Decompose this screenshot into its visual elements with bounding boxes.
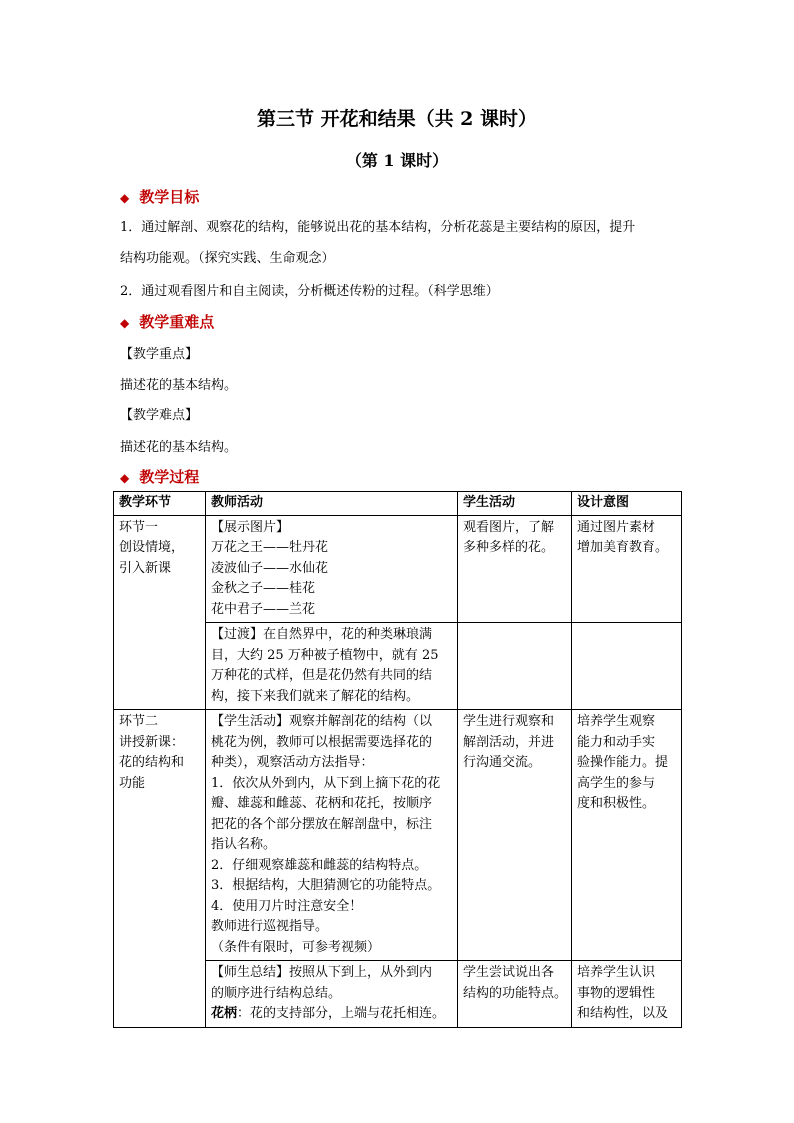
cell-line: 金秋之子——桂花	[211, 581, 316, 596]
cell-line: 指认名称。	[211, 837, 277, 852]
term-definition: ：花的支持部分，上端与花托相连。	[237, 1006, 446, 1021]
stage-cell	[114, 515, 206, 710]
design-intent-cell	[572, 961, 682, 1028]
cell-line: 1．依次从外到内，从下到上摘下花的花	[211, 775, 441, 791]
cell-line: 3．根据结构，大胆猜测它的功能特点。	[211, 878, 441, 893]
cell-line: 把花的各个部分摆放在解剖盘中，标注	[211, 816, 433, 832]
difficulty-text: 描述花的基本结构。	[120, 440, 238, 455]
cell-line: 环节二	[119, 714, 159, 729]
cell-line: 引入新课	[119, 560, 172, 576]
student-activity-cell	[458, 515, 572, 623]
cell-line: 创设情境，	[119, 540, 185, 555]
cell-line: 【学生活动】观察并解剖花的结构（以	[211, 714, 433, 729]
cell-line: 目，大约 25 万种被子植物中，就有 25	[211, 647, 439, 663]
table-row	[114, 710, 682, 961]
cell-line: 功能	[119, 775, 146, 791]
column-header: 设计意图	[572, 492, 682, 516]
cell-line: 万花之王——牡丹花	[211, 540, 329, 555]
cell-line: 学生尝试说出各	[463, 965, 555, 980]
term-label: 花柄	[211, 1006, 238, 1021]
cell-line: 凌波仙子——水仙花	[211, 560, 329, 576]
section-heading-process	[120, 466, 199, 487]
heading-text: 教学目标	[139, 188, 200, 206]
section-heading-goals	[120, 186, 199, 207]
table-row	[114, 515, 682, 623]
goal-item-1-line-2: 结构功能观。（探究实践、生命观念）	[120, 251, 335, 266]
student-activity-cell	[458, 961, 572, 1028]
cell-line: 花中君子——兰花	[211, 601, 316, 617]
cell-line: 通过图片素材	[577, 519, 656, 535]
cell-line: 种类），观察活动方法指导：	[211, 755, 374, 770]
teacher-activity-cell	[206, 710, 458, 961]
column-header: 学生活动	[458, 492, 572, 516]
heading-text: 教学重难点	[139, 313, 215, 331]
cell-line: 事物的逻辑性	[577, 985, 656, 1001]
diamond-bullet-icon: ◆	[120, 471, 130, 485]
teacher-activity-cell	[206, 961, 458, 1028]
cell-line: 【过渡】在自然界中，花的种类琳琅满	[211, 627, 433, 642]
teacher-activity-cell	[206, 623, 458, 710]
difficulty-label: 【教学难点】	[120, 408, 199, 423]
cell-line: 教师进行巡视指导。	[211, 919, 329, 934]
cell-line: 的顺序进行结构总结。	[211, 985, 342, 1001]
goal-item-2: 2．通过观看图片和自主阅读，分析概述传粉的过程。（科学思维）	[120, 284, 499, 299]
cell-line: 结构的功能特点。	[463, 985, 568, 1001]
cell-line: 培养学生认识	[577, 965, 656, 980]
teaching-process-table	[113, 491, 682, 1028]
cell-line: 培养学生观察	[577, 714, 656, 729]
cell-line	[211, 1004, 452, 1025]
cell-line: 验操作能力。提	[577, 755, 669, 770]
cell-line: 多种多样的花。	[463, 540, 555, 555]
cell-line: 讲授新课：	[119, 734, 185, 750]
cell-line: 能力和动手实	[577, 734, 656, 750]
design-intent-cell	[572, 710, 682, 961]
teacher-activity-cell	[206, 515, 458, 623]
page-title: 第三节 开花和结果（共 2 课时）	[256, 108, 538, 130]
column-header: 教学环节	[114, 492, 206, 516]
diamond-bullet-icon: ◆	[120, 316, 130, 330]
heading-text: 教学过程	[139, 468, 200, 486]
cell-line: 高学生的参与	[577, 775, 656, 791]
cell-line: 和结构性，以及	[577, 1006, 669, 1021]
key-text: 描述花的基本结构。	[120, 378, 238, 393]
design-intent-cell	[572, 623, 682, 710]
stage-cell	[114, 710, 206, 1028]
page-subtitle: （第 1 课时）	[345, 151, 449, 170]
cell-line: 4．使用刀片时注意安全！	[211, 898, 363, 914]
cell-line: 环节一	[119, 519, 159, 535]
cell-line: 观看图片，了解	[463, 519, 555, 535]
key-label: 【教学重点】	[120, 347, 199, 362]
cell-line: 度和积极性。	[577, 796, 656, 811]
student-activity-cell	[458, 710, 572, 961]
student-activity-cell	[458, 623, 572, 710]
design-intent-cell	[572, 515, 682, 623]
cell-line: 万种花的式样，但是花仍然有共同的结	[211, 668, 433, 683]
goal-item-1-line-1: 1．通过解剖、观察花的结构，能够说出花的基本结构，分析花蕊是主要结构的原因，提升	[120, 220, 636, 235]
table-header-row	[114, 492, 682, 516]
cell-line: 瓣、雄蕊和雌蕊、花柄和花托，按顺序	[211, 796, 433, 811]
cell-line: 桃花为例，教师可以根据需要选择花的	[211, 734, 433, 750]
column-header: 教师活动	[206, 492, 458, 516]
cell-line: 2．仔细观察雄蕊和雌蕊的结构特点。	[211, 857, 428, 873]
cell-line: 花的结构和	[119, 755, 185, 770]
cell-line: 构，接下来我们就来了解花的结构。	[211, 688, 420, 704]
cell-line: 行沟通交流。	[463, 755, 542, 770]
cell-line: 增加美育教育。	[577, 540, 669, 555]
cell-line: （条件有限时，可参考视频）	[211, 939, 381, 955]
section-heading-key	[120, 311, 214, 332]
cell-line: 学生进行观察和	[463, 714, 555, 729]
cell-line: 解剖活动，并进	[463, 734, 555, 750]
cell-line: 【展示图片】	[211, 519, 290, 535]
cell-line: 【师生总结】按照从下到上，从外到内	[211, 965, 433, 980]
diamond-bullet-icon: ◆	[120, 191, 130, 205]
